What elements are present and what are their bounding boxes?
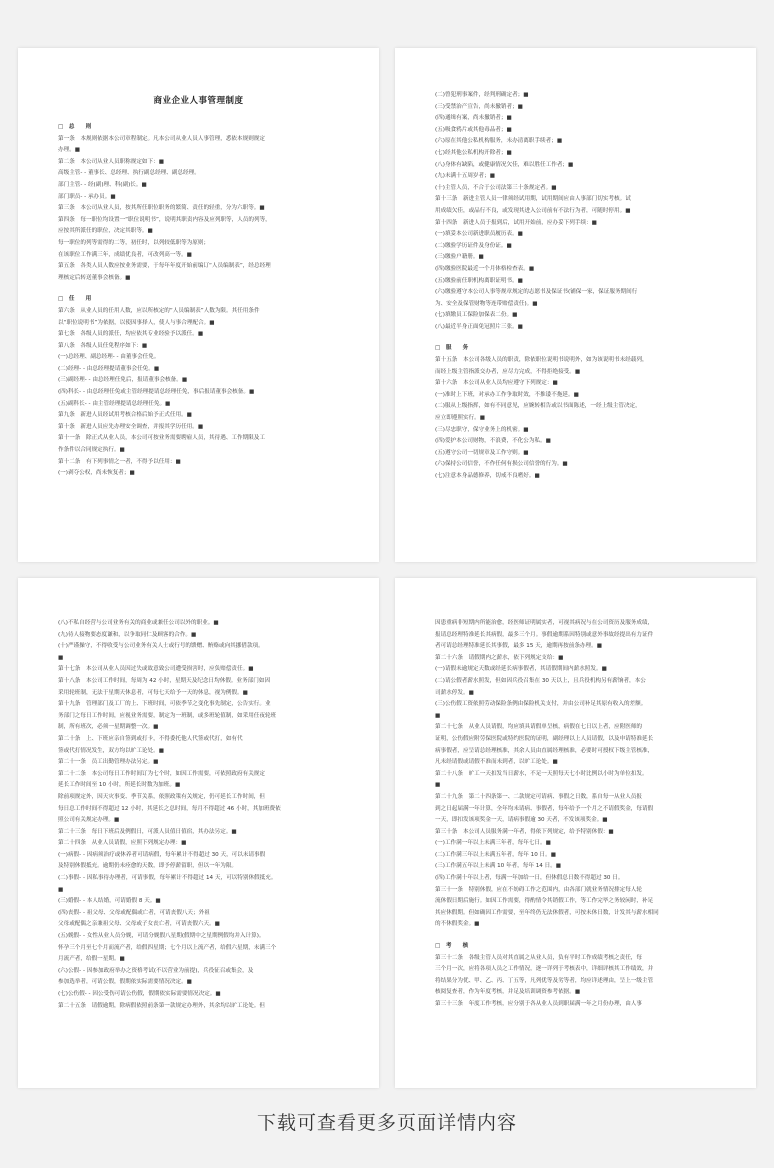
text-line: (一)工作满一年以上未满三年者，每年七日。■ <box>435 840 551 847</box>
text-line: (九)待人接物要态度谦和，以争取同仁及顾客的合作。■ <box>58 631 197 638</box>
text-line: 用成绩欠佳，或品行不良，或发现其进入公司前有不法行为者，可随时停用。■ <box>435 207 631 214</box>
text-line: 第十七条 本公司从业人员因过失或故意致公司遭受损害时，应负赔偿责任。■ <box>58 666 254 673</box>
text-line: 第三十二条 各级主管人员对其直属之从业人员，负有平时工作成绩考核之责任，每 <box>435 954 642 961</box>
text-line: 应立即遵照实行。■ <box>435 415 486 422</box>
text-line: (一)填妥本公司新进职员履历表。■ <box>435 231 523 238</box>
text-line: 其应休假期。但如确因工作需要，至年终仍无法休假者，可按未休日数，计发其与薪水相同 <box>435 909 659 916</box>
text-line: 到之日起届满一年计算，全年均未请病、事假者，每年给予一个月之不请假奖金，每请假 <box>435 805 654 812</box>
text-line: 第十一条 除正式从业人员，本公司可按业务需要聘雇人员，其待遇、工作期限及工 <box>58 435 265 442</box>
text-line: 第四条 每一职位均设置一“职位说明书”，说明其职责内容及应列职等，人员的列等， <box>58 216 271 223</box>
text-line: 除前项规定外，因天灾事变、季节关系，依照政策有关规定，仍可延长工作时间，但 <box>58 793 265 800</box>
text-line: (三)工作满五年以上未满 10 年者，每年 14 日。■ <box>435 863 562 870</box>
text-line: 第九条 新进人员经试用考核合格后始予正式任用。■ <box>58 412 192 419</box>
text-line: (二)经理- - 由总经理提请董事会任免。■ <box>58 365 160 372</box>
text-line: 第二十七条 从业人员请假，均应填具请假单呈核，病假在七日以上者，应附医师的 <box>435 724 642 731</box>
text-line: (七)经其他公私机构开除者；■ <box>435 149 512 156</box>
text-line: (十)严谨操守，不得收受与公司业务有关人士或行号的馈赠、贿赂或向其挪借款项。 <box>58 643 264 650</box>
text-line: 三个月一次，应将各项人员之工作情况，逐一详列于考核表中，详细评核其工作绩效，并 <box>435 966 654 973</box>
text-line: (七)填缴员工保险加保表二份。■ <box>435 312 518 319</box>
text-line: (七)注意本身品德修养，切戒不良嗜好。■ <box>435 473 540 479</box>
document-page-1 <box>18 48 379 562</box>
text-line: (三)尽忠职守，保守业务上的机密。■ <box>435 426 529 433</box>
document-page-2 <box>395 48 756 562</box>
text-line: 第二十八条 旷工一天扣发当日薪水，不足一天照每天七小时比例以小时为单位扣发。 <box>435 770 648 777</box>
text-line: 第二十九条 第二十四条第一、二款规定可请病、事假之日数，系自每一从业人员报 <box>435 793 642 800</box>
section-heading: □ 服 务 <box>435 345 469 352</box>
text-line: 第二十四条 从业人员请假，应照下列规定办理：■ <box>58 840 187 847</box>
text-line: 第二十六条 请假期内之薪水，依下列规定支给：■ <box>435 654 564 661</box>
text-line: (一)请假未逾规定天数或经延长病事假者，其请假期间内薪水照发。■ <box>435 666 607 673</box>
text-line: 司薪水停发。■ <box>435 689 474 696</box>
text-line: (三)副经理- - 由总经理任免后，报请董事会核备。■ <box>58 377 188 384</box>
text-line: (二)工作满三年以上未满五年者，每年 10 日。■ <box>435 851 557 858</box>
text-line: 凡未经请假或请假不准而未到者，以旷工论处。■ <box>435 759 558 766</box>
text-line: 核阅复查者，作为年度考核，并足及培训调资参考依据。■ <box>435 989 581 996</box>
text-line: 第二十三条 每日下班后及例假日，可派人员值日值宿，其办法另定。■ <box>58 828 237 835</box>
page-text <box>435 618 716 1011</box>
text-line: (五)吸食鸦片或其他毒品者；■ <box>435 126 512 133</box>
text-line: 第七条 各级人员的派任，均应依其专业经验予以派任。■ <box>58 331 204 338</box>
text-line: ■ <box>435 712 441 719</box>
text-line: (二)事假- - 因私事待办理者，可请事假，每年累计不得超过 14 天，可以特别休假抵充。 <box>58 875 277 882</box>
text-line: 为、安全及保管财物等连带赔偿责任)。■ <box>435 300 538 307</box>
text-line: 第十六条 本公司从业人员均应遵守下列规定：■ <box>435 380 558 387</box>
text-line: (八)身体有缺陷，或健康情况欠佳，难以胜任工作者；■ <box>435 161 574 168</box>
text-line: (九)未满十五周岁者；■ <box>435 173 495 180</box>
page-content <box>435 618 716 1068</box>
text-line: 照公司有关规定办理。■ <box>58 817 120 824</box>
text-line: 延长工作时间至 10 小时，所延长时数为加班。■ <box>58 782 181 789</box>
text-line: 制，所有班次，必须一星期调整一次。■ <box>58 724 159 731</box>
page-text <box>58 122 339 480</box>
text-line: 第十二条 有下列事情之一者，不得予以任用：■ <box>58 458 181 465</box>
text-line: 将结果分为优、甲、乙、丙、丁五等，凡列优等及劣等者，均应详述理由，呈上一级主管 <box>435 977 654 984</box>
text-line: 第六条 从业人员的任用人数，应以所核定的“人员编制表”人数为限。其任用条件 <box>58 307 260 314</box>
text-line: 在该职位工作满三年，成绩优良者，可改列高一等。■ <box>58 251 192 258</box>
text-line: 以“职位说明书”为依据，以使因事择人，使人与事合理配合。■ <box>58 319 215 326</box>
text-line: (二)曾犯刑事案件，经判刑确定者；■ <box>435 92 529 98</box>
text-line: 每一职位的列等需得的二等，初任时，以列较低职等为原则； <box>58 239 210 246</box>
text-line: (八)不私自经营与公司业务有关的商业或兼任公司以外的职业。■ <box>58 620 219 626</box>
text-line: 病事假者，应呈请总经理核准，其余人员由直属经理核准，必要时可授权下级主管核准， <box>435 747 654 754</box>
text-line: (十)主管人员，不合于公司法第三十条规定者。■ <box>435 184 557 191</box>
text-line: (五)副科长- - 由主管经理提请总经理任免。■ <box>58 400 171 407</box>
text-line: 第二十条 上、下班应亲自签到或打卡，不得委托他人代签或代打，如有代 <box>58 735 243 742</box>
text-line: 第十八条 本公司工作时间，每周为 42 小时，星期天及纪念日均休假。业务部门如因 <box>58 677 271 684</box>
text-line: 办理。■ <box>58 147 81 154</box>
text-line: 应按其所派任的职位，决定其职等。■ <box>58 228 153 235</box>
text-line: 每日总工作时间不得超过 12 小时，其延长之总时间，每月不得超过 46 小时，其加班费依 <box>58 805 281 812</box>
text-line: 及特别休假抵充。逾期仍未痊愈的天数，即予停薪留职，但以一年为限。 <box>58 863 238 870</box>
text-line: 第十四条 新进人员于报到后，试用开始前，应办妥下列手续：■ <box>435 219 597 226</box>
text-line: 签或代打情况发生，双方均以旷工论处。■ <box>58 747 164 754</box>
text-line: (三)婚假- - 本人结婚，可请婚假 8 天。■ <box>58 898 161 905</box>
text-line: 流休假日期后施行。如因工作需要，得酌情令其销假工作，等工作完毕之务较闲时，补足 <box>435 898 654 905</box>
text-line: 第二十二条 本公司每日工作时间订为七个时，如因工作需要，可依照政府有关规定 <box>58 770 265 777</box>
text-line: 第二十五条 请假逾期，除病假依照前条第一款规定办理外，其余均以旷工论处。但 <box>58 1002 265 1009</box>
text-line: (七)公伤假- - 因公受伤可请公伤假，假期依实际需要情况决定。■ <box>58 991 221 997</box>
text-line: 作条件以合同规定执行。■ <box>58 447 125 454</box>
page-text <box>58 618 339 1012</box>
text-line: (四)爱护本公司财物，不浪费，不化公为私。■ <box>435 438 551 445</box>
text-line: 的不休假奖金。■ <box>435 921 480 928</box>
text-line: 月流产者，给假一星期。■ <box>58 956 125 963</box>
text-line: (三)缴验户籍册。■ <box>435 254 484 261</box>
section-heading: □ 考 核 <box>435 943 469 950</box>
download-more-caption[interactable]: 下载可查看更多页面详情内容 <box>256 1112 517 1134</box>
text-line: (二)请公假者薪水照发，但如因兵役召集在 30 天以上，且兵役机构另有薪饷者，本公 <box>435 677 646 684</box>
text-line: 第十条 新进人员应先办理安全调查，并报其学历任用。■ <box>58 423 204 430</box>
text-line: (六)公假- - 因参加政府举办之资格考试(不以营业为前提)，兵役征召或集会，及 <box>58 967 254 974</box>
text-line: ■ <box>435 782 441 789</box>
text-line: (二)服从上级指挥，如有不同意见，应婉转相告或以书面陈述，一经上级主管决定， <box>435 403 641 410</box>
text-line: (五)娩假- - 女性从业人员分娩，可请分娩假八星期(假期中之星期例假均并入计算)。 <box>58 933 265 940</box>
text-line: (六)缴验遵守本公司人事等规章规定的志愿书及保证书(铺保一家，保证服务期间行 <box>435 289 638 296</box>
text-line: 父母或配偶之亲兼祖父母、父母或子女丧亡者，可请丧假六天。■ <box>58 921 220 928</box>
text-line: (一)病假- - 因病须治疗或休养者可请病假，每年累计不得超过 30 天，可以未请事假 <box>58 851 266 858</box>
section-heading: □ 任 用 <box>58 296 92 303</box>
text-line: 第十九条 管理部门及工厂的上、下班时间，可依季节之变化事先制定，公告实行。业 <box>58 701 271 708</box>
page-content <box>58 618 339 1068</box>
text-line: 部门主管- - 经(副)理、科(副)长。■ <box>58 181 147 188</box>
text-line: 第三十三条 年度工作考核，应分别于各从业人员到职届满一年之月份办理，由人事 <box>435 1001 642 1007</box>
text-line: 第三十条 本公司人员服务满一年者，得依下列规定，给予特别休假：■ <box>435 828 614 835</box>
text-line: 者可请总经理特准延长其事假，最多 15 天，逾期再按前条办理。■ <box>435 643 602 650</box>
text-line: (四)工作满十年以上者，每满一年加给一日，但休假总日数不得超过 30 日。 <box>435 875 624 882</box>
text-line: 务部门之每日工作时间，应视业务需要，制定为一班制，或多班轮值制，如采用任夜轮班 <box>58 712 277 719</box>
text-line: (四)通缉有案，尚未撤销者；■ <box>435 115 512 122</box>
text-line: (四)丧假- - 祖父母、父母或配偶或亡者，可请丧假八天；外祖 <box>58 909 210 916</box>
text-line: (五)缴验前任职机构离职证明书。■ <box>435 277 523 284</box>
text-line: 部门职员- - 承办员。■ <box>58 193 116 200</box>
text-line: (四)科长- - 由总经理任免或主管经理提请总经理任免，事后报请董事会核备。■ <box>58 389 255 396</box>
text-line: (四)缴验医院最近一个月体格检查表。■ <box>435 265 535 272</box>
text-line: 第二条 本公司从业人员职称规定如下：■ <box>58 158 164 165</box>
text-line: (一)剥夺公权，尚未恢复者；■ <box>58 470 135 477</box>
text-line: ■ <box>58 886 64 893</box>
text-line: 第一条 本规则依据本公司章程制定。凡本公司从业人员人事管理，悉依本规则规定 <box>58 135 265 142</box>
text-line: ■ <box>58 654 64 661</box>
text-line: 采用轮班制，无法于星期天休息者，可每七天给予一天的休息，视为例假。■ <box>58 689 248 696</box>
text-line: 第三条 本公司从业人员，按其所任职位职务的繁简、责任的轻重，分为六职等。■ <box>58 205 265 212</box>
text-line: 第十三条 新进主管人员一律须经试用期，试用期间应由人事部门切实考核。试 <box>435 196 631 203</box>
text-line: (八)最近半身正面免冠照片三张。■ <box>435 323 523 330</box>
text-line: 参加选举者，可请公假，假期依实际需要情况决定。■ <box>58 979 192 986</box>
text-line: 因患重病非短期内所能治愈，经医师证明属实者，可视其病况与在公司资历及服务成绩， <box>435 620 654 626</box>
text-line: (五)遵守公司一切规章及工作守则。■ <box>435 449 529 456</box>
text-line: 第十五条 本公司各级人员的职责，除依职位说明书说明外，如为该说明书未经载列， <box>435 357 648 364</box>
section-heading: □ 总 则 <box>58 124 92 130</box>
text-line: 第二十一条 员工出勤管理办法另定。■ <box>58 759 159 766</box>
page-text <box>435 90 716 483</box>
text-line: 高级主管- - 董事长、总经理、执行副总经理、副总经理。 <box>58 170 200 177</box>
text-line: (一)总经理、副总经理- - 由董事会任免。 <box>58 354 160 361</box>
page-content <box>58 94 339 542</box>
text-line: 理核定后转送董事会核备。■ <box>58 274 131 281</box>
text-line: (三)受禁治产宣告，尚未撤销者；■ <box>435 103 523 110</box>
text-line: 一天，即扣发该项奖金一天，请病事假逾 30 天者，不发该项奖金。■ <box>435 817 608 824</box>
text-line: (一)准时上下班，对承办工作争取时效，不推诿不拖延。■ <box>435 391 579 398</box>
text-line: 第三十一条 特别休假，应在不妨碍工作之范围内，由各部门就业务情况排定每人轮 <box>435 886 642 893</box>
document-page-4 <box>395 578 756 1088</box>
text-line: (六)原在其他公私机构服务，未办清离职手续者；■ <box>435 138 563 145</box>
text-line: (六)保持公司信誉，不作任何有损公司信誉的行为。■ <box>435 461 568 468</box>
text-line: (三)公伤假工资依照劳动保险条例由保险机关支付，并由公司补足其原有收入的差额。 <box>435 701 647 708</box>
page-content <box>435 90 716 542</box>
text-line: 证明，公伤假应附劳保医院或特约医院的证明，副经理以上人员请假，以及申请特准延长 <box>435 735 654 742</box>
document-title: 商业企业人事管理制度 <box>153 96 244 106</box>
text-line: 第五条 各类人员人数应按业务需要，于每年年度开始前编订“人员编制表”，经总经理 <box>58 263 271 270</box>
text-line: (二)缴验学历证件及身份证。■ <box>435 242 512 249</box>
text-line: 报请总经理特准延长其病假，最多三个月。事假逾期系因特别或意外事故经提出有力证件 <box>435 631 654 638</box>
text-line: 而经上级主管指派交办者，应尽力完成，不得拒绝接受。■ <box>435 368 581 375</box>
text-line: 怀孕三个月至七个月而流产者，给假四星期；七个月以上流产者，给假六星期，未满三个 <box>58 944 277 951</box>
document-page-3 <box>18 578 379 1088</box>
text-line: 第八条 各级人员任免程序如下：■ <box>58 342 148 349</box>
